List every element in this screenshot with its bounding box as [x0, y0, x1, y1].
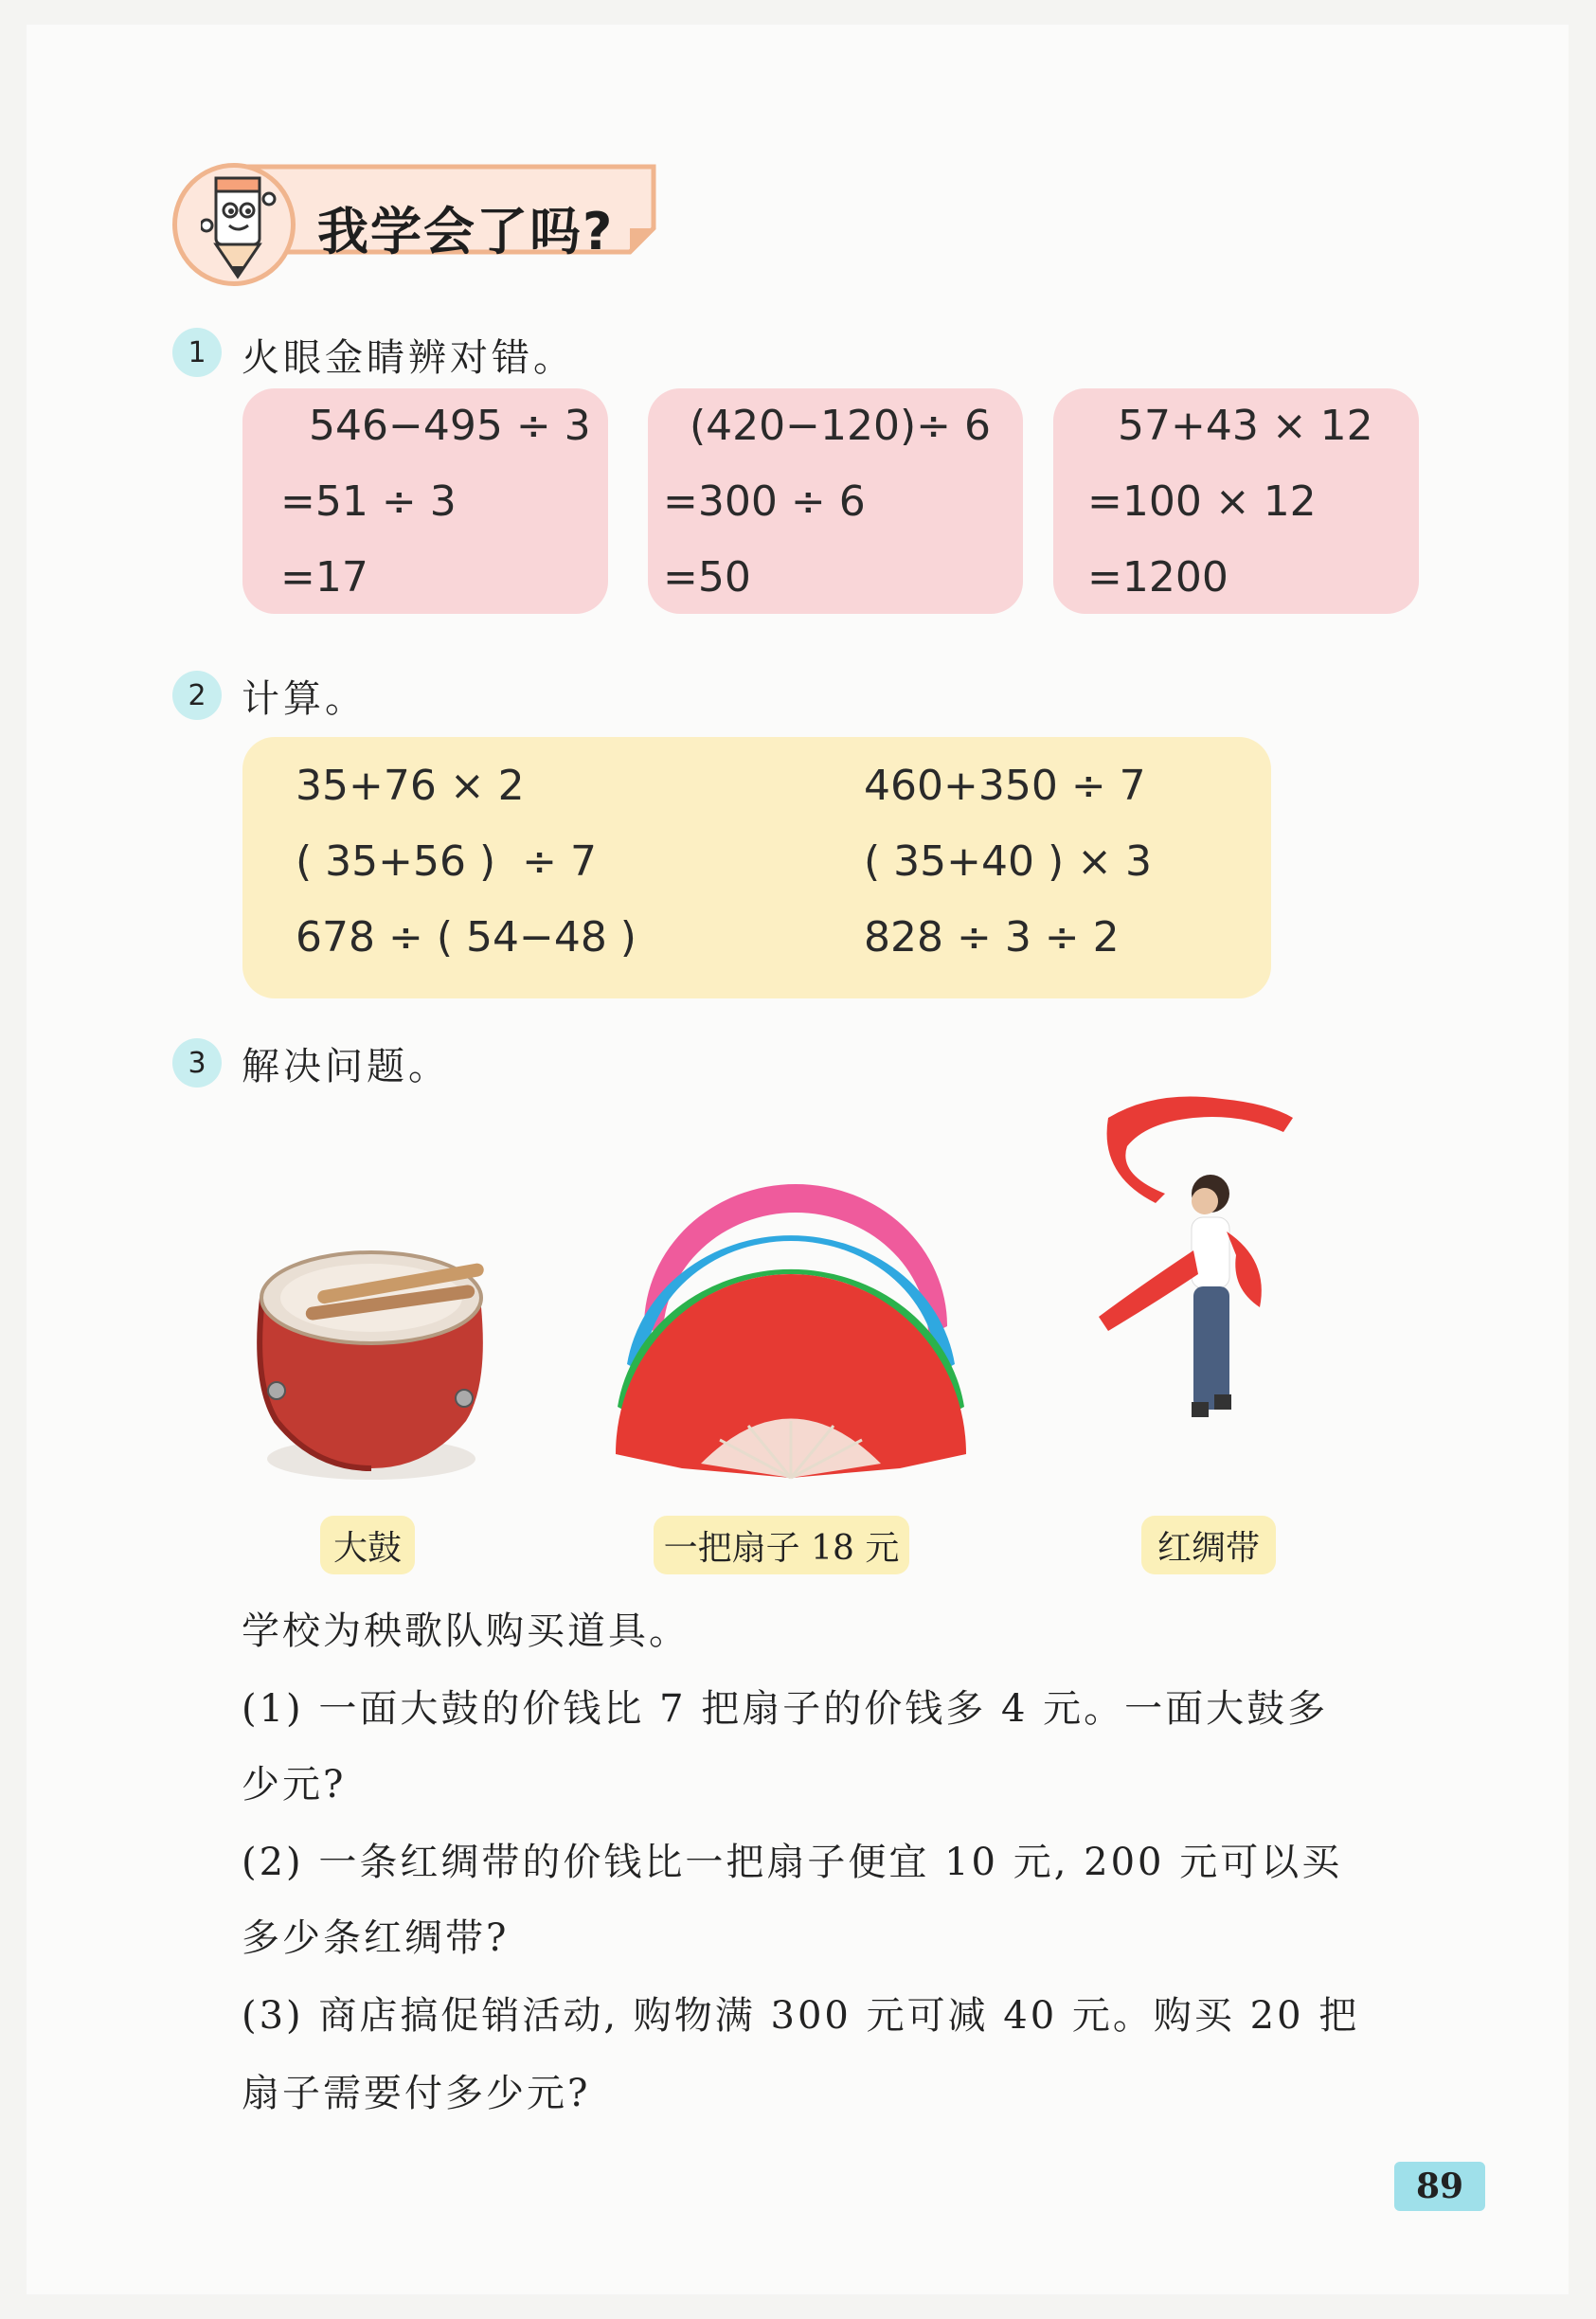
problem-intro: 学校为秧歌队购买道具。 [242, 1609, 690, 1653]
question-2-line-1: (2) 一条红绸带的价钱比一把扇子便宜 10 元, 200 元可以买 [242, 1841, 1343, 1884]
expression-line: =17 [280, 553, 368, 602]
pencil-mascot-icon [201, 171, 277, 282]
section-number-2: 2 [172, 671, 222, 720]
question-1-line-2: 少元? [242, 1763, 347, 1807]
calc-item: ( 35+56 ) ÷ 7 [296, 837, 597, 886]
section-number-3: 3 [172, 1038, 222, 1088]
expression-line: =300 ÷ 6 [663, 477, 866, 526]
section-title-2: 计算。 [242, 677, 367, 721]
calc-item: 828 ÷ 3 ÷ 2 [864, 913, 1120, 962]
calc-item: 35+76 × 2 [296, 762, 525, 810]
ribbon-dancer-image [1080, 1089, 1307, 1487]
expression-line: 57+43 × 12 [1118, 402, 1373, 450]
expression-line: (420−120)÷ 6 [690, 402, 992, 450]
question-3-line-1: (3) 商店搞促销活动, 购物满 300 元可减 40 元。购买 20 把 [242, 1994, 1360, 2038]
page-number: 89 [1394, 2162, 1485, 2211]
calc-item: ( 35+40 ) × 3 [864, 837, 1152, 886]
expression-line: =50 [663, 553, 751, 602]
fan-image [606, 1184, 976, 1487]
label-fan: 一把扇子 18 元 [654, 1516, 909, 1574]
section-number-1: 1 [172, 328, 222, 377]
drum-image [248, 1231, 504, 1487]
expression-line: 546−495 ÷ 3 [309, 402, 591, 450]
error-check-box-3 [1053, 388, 1419, 614]
expression-line: =51 ÷ 3 [280, 477, 457, 526]
calc-item: 460+350 ÷ 7 [864, 762, 1146, 810]
question-1-line-1: (1) 一面大鼓的价钱比 7 把扇子的价钱多 4 元。一面大鼓多 [242, 1687, 1329, 1731]
error-check-box-1 [242, 388, 608, 614]
calculation-box [242, 737, 1271, 998]
error-check-box-2 [648, 388, 1023, 614]
label-ribbon: 红绸带 [1141, 1516, 1276, 1574]
expression-line: =1200 [1087, 553, 1228, 602]
question-3-line-2: 扇子需要付多少元? [242, 2072, 591, 2115]
page-title: 我学会了吗? [317, 202, 615, 261]
question-2-line-2: 多少条红绸带? [242, 1916, 510, 1960]
expression-line: =100 × 12 [1087, 477, 1317, 526]
label-drum: 大鼓 [320, 1516, 415, 1574]
section-title-1: 火眼金睛辨对错。 [242, 336, 575, 380]
section-title-3: 解决问题。 [242, 1045, 450, 1088]
calc-item: 678 ÷ ( 54−48 ) [296, 913, 637, 962]
